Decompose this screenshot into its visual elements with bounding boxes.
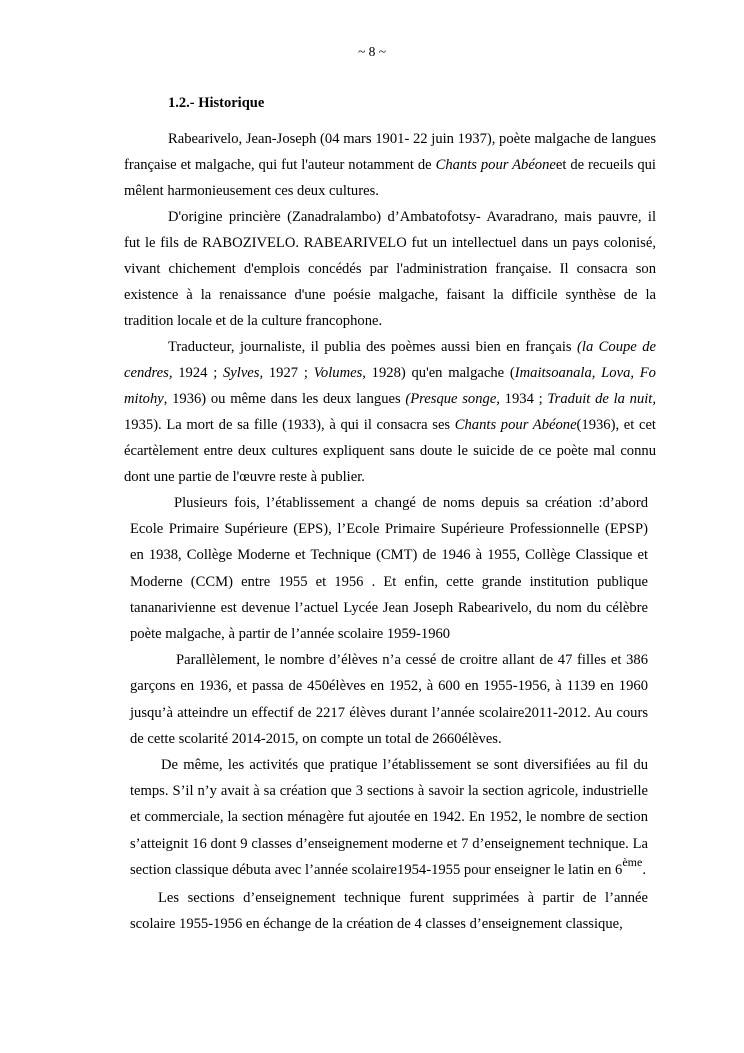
paragraph-technical-sections: Les sections d’enseignement technique furent supprimées à partir de l’année scolaire 1955-1956 en échange de la création de 4 classes d’enseignement classique, bbox=[130, 890, 648, 933]
page-number: ~ 8 ~ bbox=[357, 44, 387, 59]
paragraph-student-numbers: Parallèlement, le nombre d’élèves n’a cessé de croitre allant de 47 filles et 386 garçons en 1936, et passa de 450élèves en 1952, à 600 en 1955-1956, à 1139 en 1960 jusqu’à atteindre un effectif de 2217 élèves durant l’année scolaire2011-2012. Au cours de cette scolarité 2014-2015, on compte un total de 2660élèves. bbox=[130, 652, 648, 747]
italic-title: (la Coupe de cendres, bbox=[124, 339, 656, 381]
text-run: et de recueils qui mêlent harmonieusement ces deux cultures. bbox=[124, 157, 656, 199]
biography-section bbox=[124, 126, 656, 490]
superscript: ème bbox=[622, 854, 643, 869]
paragraph-activities bbox=[130, 752, 648, 883]
text-run: 1934 ; bbox=[499, 391, 548, 407]
italic-title: Volumes, bbox=[313, 365, 366, 381]
italic-title: (Presque songe, bbox=[405, 391, 500, 407]
paragraph-school-names: Plusieurs fois, l’établissement a changé de noms depuis sa création :d’abord Ecole Primaire Supérieure (EPS), l’Ecole Primaire Supérieure Professionnelle (EPSP) en 1938, Collège Moderne et Technique (CMT) de 1946 à 1955, Collège Classique et Moderne (CCM) entre 1955 et 1956 . Et enfin, cette grande institution publique tananarivienne est devenue l’actuel Lycée Jean Joseph Rabearivelo, du nom du célèbre poète malgache, à partir de l’année scolaire 1959-1960 bbox=[130, 495, 648, 643]
section-heading: 1.2.- Historique bbox=[168, 95, 265, 111]
italic-title: Sylves, bbox=[223, 365, 264, 381]
paragraph-works bbox=[124, 334, 656, 490]
school-history-section bbox=[130, 490, 648, 937]
text-run: (1936), et cet écartèlement entre deux cultures expliquent sans doute le suicide de ce poète mal connu dont une partie de l'œuvre reste à publier. bbox=[124, 417, 656, 485]
text-run: . bbox=[642, 861, 647, 878]
text-run: Rabearivelo, Jean-Joseph (04 mars 1901- 22 juin 1937), poète malgache de langues française et malgache, qui fut l'auteur notamment de bbox=[124, 131, 656, 173]
text-run: 1928) qu'en malgache ( bbox=[365, 365, 515, 381]
paragraph-origins: D'origine princière (Zanadralambo) d’Ambatofotsy- Avaradrano, mais pauvre, il fut le fils de RABOZIVELO. RABEARIVELO fut un intellectuel dans un pays colonisé, vivant chichement d'emplois concédés par l'administration française. Il consacra son existence à la renaissance d'une poésie malgache, faisant la difficile synthèse de la tradition locale et de la culture francophone. bbox=[124, 209, 656, 329]
italic-title: Chants pour Abéone bbox=[454, 417, 577, 433]
paragraph-biography-intro bbox=[124, 126, 656, 204]
text-run: Traducteur, journaliste, il publia des poèmes aussi bien en français bbox=[168, 339, 578, 355]
text-run: 1935). La mort de sa fille (1933), à qui il consacra ses bbox=[124, 417, 455, 433]
italic-title: Chants pour Abéone bbox=[435, 157, 556, 173]
text-run: 1924 ; bbox=[172, 365, 223, 381]
text-run: , 1936) ou même dans les deux langues bbox=[163, 391, 406, 407]
text-run: 1927 ; bbox=[263, 365, 314, 381]
italic-title: Imaitsoanala, Lova, Fo mitohy bbox=[124, 365, 656, 407]
text-run: De même, les activités que pratique l’établissement se sont diversifiées au fil du temps. S’il n’y avait à sa création que 3 sections à savoir la section agricole, industrielle et commerciale, la section ménagère fut ajoutée en 1942. En 1952, le nombre de section s’atteignit 16 dont 9 classes d’enseignement moderne et 7 d’enseignement technique. La section classique débuta avec l’année scolaire1954-1955 pour enseigner le latin en 6 bbox=[130, 757, 648, 878]
italic-title: Traduit de la nuit, bbox=[547, 391, 657, 407]
